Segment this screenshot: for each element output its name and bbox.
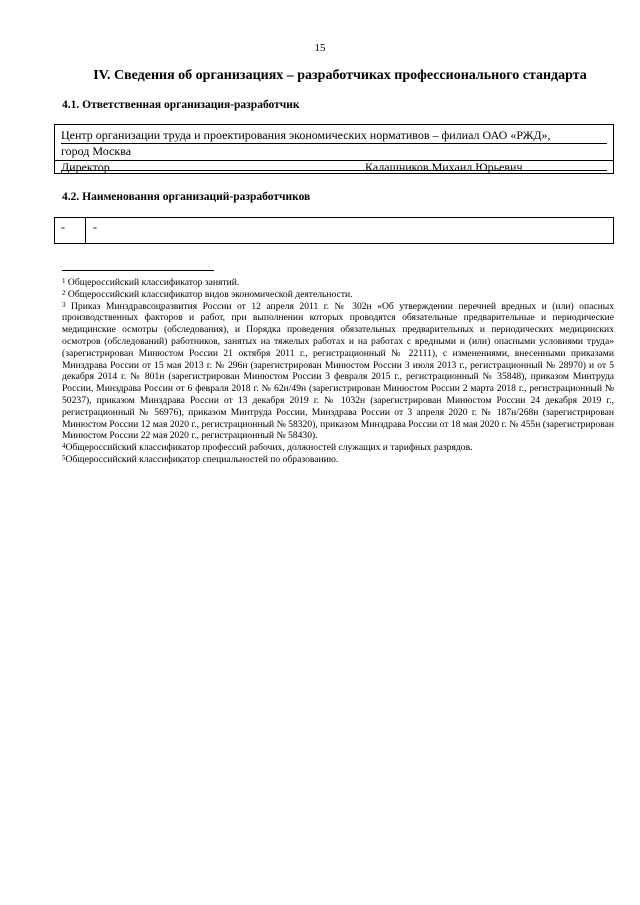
footnote-2 — [62, 289, 614, 301]
subsection-title-developers: 4.2. Наименования организаций-разработчиков — [62, 191, 311, 203]
footnote-3 — [62, 301, 614, 443]
table-cell-name: - — [93, 220, 97, 234]
section-title: IV. Сведения об организациях – разработчиках профессионального стандарта — [93, 68, 587, 83]
footnote-text: Общероссийский классификатор специальностей по образованию. — [65, 453, 339, 465]
signatory-name: Калашников Михаил Юрьевич — [365, 160, 523, 174]
organization-name-line1: Центр организации труда и проектирования экономических нормативов – филиал ОАО «РЖД», — [61, 128, 607, 144]
signatory-role: Директор — [61, 160, 110, 174]
subsection-title-responsible: 4.1. Ответственная организация-разработчик — [62, 99, 300, 111]
footnote-4 — [62, 442, 614, 454]
footnote-mark: 1 — [62, 277, 66, 285]
footnote-mark: 2 — [62, 288, 66, 297]
footnotes — [62, 277, 614, 466]
signature-underline — [61, 170, 607, 171]
organization-name-line2: город Москва — [61, 144, 132, 158]
table-divider — [55, 160, 613, 161]
footnote-text: Общероссийский классификатор видов экономической деятельности. — [67, 288, 353, 300]
footnote-mark: 3 — [62, 300, 66, 309]
page-number: 15 — [314, 42, 326, 54]
footnote-5 — [62, 454, 614, 466]
footnote-text: Приказ Минздравсоцразвития России от 12 апреля 2011 г. № 302н «Об утверждении перечней вредных и (или) опасных производственных факторов и работ, при выполнении которых проводятся обязательные предварительные и периодические медицинские осмотры (обследования), и Порядка проведения обязательных предварительных и периодических медицинских осмотров (обследований) работников, занятых на тяжелых работах и на работах с вредными и (или) опасными условиями труда» (зарегистрирован Минюстом России 21 октября 2011 г., регистрационный № 22111), с изменениями, внесенными приказами Минздрава России от 15 мая 2013 г. № 296н (зарегистрирован Минюстом России 3 июля 2013 г., регистрационный № 28970) и от 5 декабря 2014 г. № 801н (зарегистрирован Минюстом России 3 февраля 2015 г., регистрационный № 35848), приказом Минтруда России, Минздрава России от 6 февраля 2018 г. № 62н/49н (зарегистрирован Минюстом России 2 марта 2018 г., регистрационный № 50237), приказом Минздрава России от 13 декабря 2019 г. № 1032н (зарегистрирован Минюстом России 24 декабря 2019 г., регистрационный № 56976), приказом Минтруда России, Минздрава России от 3 апреля 2020 г. № 187н/268н (зарегистрирован Минюстом России 12 мая 2020 г., регистрационный № 58320), приказом Минздрава России от 18 мая 2020 г. № 455н (зарегистрирован Минюстом России 22 мая 2020 г., регистрационный № 58430). — [62, 300, 614, 442]
table-column-divider — [85, 218, 86, 243]
developer-organizations-table — [54, 217, 614, 244]
footnote-text: Общероссийский классификатор профессий рабочих, должностей служащих и тарифных разрядов. — [65, 442, 473, 454]
responsible-organization-table — [54, 124, 614, 174]
footnote-text: Общероссийский классификатор занятий. — [67, 277, 240, 288]
footnote-mark: 5 — [62, 453, 66, 462]
footnote-mark: 4 — [62, 442, 66, 451]
footnote-1 — [62, 277, 614, 289]
table-cell-number: - — [61, 220, 65, 234]
footnote-separator — [62, 270, 214, 271]
